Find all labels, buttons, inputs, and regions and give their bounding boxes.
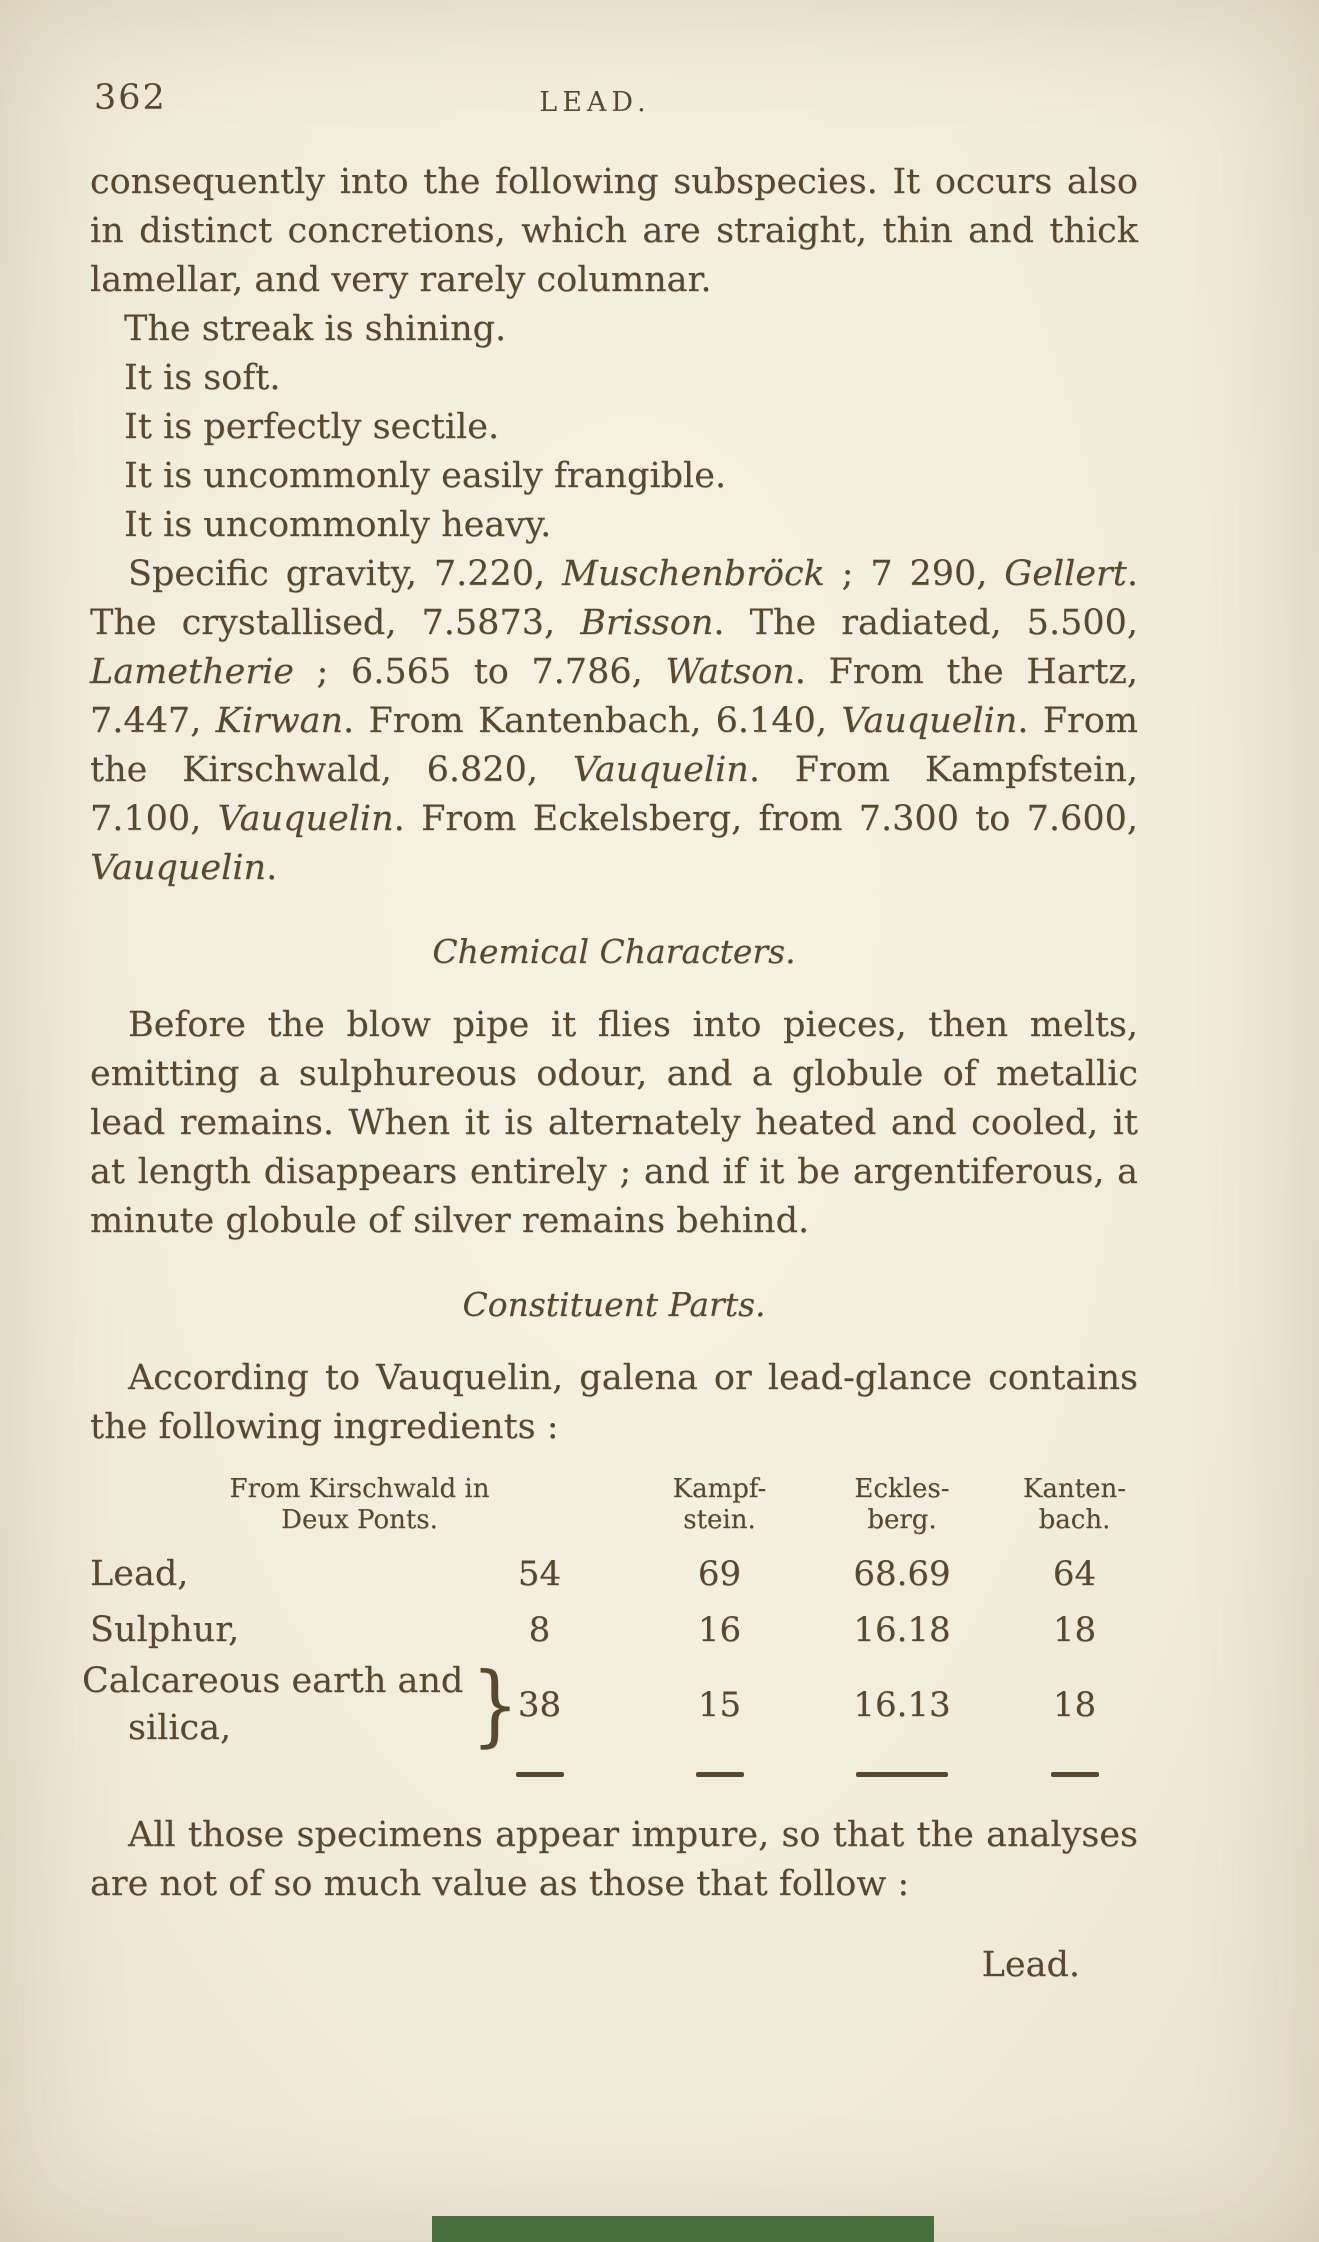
column-header-line: Kampf- xyxy=(672,1474,767,1504)
value-cell: 16.18 xyxy=(853,1610,951,1650)
column-header-kantenbach xyxy=(1002,1474,1147,1546)
value-cell: 18 xyxy=(1052,1685,1097,1725)
paragraph-closing: All those specimens appear impure, so that the analyses are not of so much value as those that follow : xyxy=(90,1815,1138,1904)
value-cell: 38 xyxy=(517,1685,562,1725)
rule-cell xyxy=(442,1752,637,1781)
catchword: Lead. xyxy=(981,1945,1080,1985)
row-label-sulphur: Sulphur, xyxy=(90,1610,240,1650)
column-header-ecklesberg xyxy=(802,1474,1002,1546)
value-cell: 54 xyxy=(517,1554,562,1594)
column-header-line: Kanten- xyxy=(1022,1474,1127,1504)
column-header-line: Eckles- xyxy=(854,1474,950,1504)
row-label-lines xyxy=(82,1658,463,1752)
value-cell: 69 xyxy=(697,1554,742,1594)
value-cell: 16.13 xyxy=(853,1685,951,1725)
value-cell: 18 xyxy=(1052,1610,1097,1650)
column-header-line: bach. xyxy=(1038,1505,1111,1535)
running-title: LEAD. xyxy=(539,87,651,118)
column-header-kirschwald xyxy=(82,1474,637,1546)
analysis-table xyxy=(82,1474,1138,1781)
page-header xyxy=(0,78,1319,130)
row-label-line: Calcareous earth and xyxy=(82,1661,464,1701)
paragraph-vauquelin-intro: According to Vauquelin, galena or lead-glance contains the following ingredients : xyxy=(90,1358,1138,1447)
property-line-streak: The streak is shining. xyxy=(124,309,507,349)
column-rule xyxy=(696,1772,744,1777)
paragraph-specific-gravity: Specific gravity, 7.220, Muschenbröck ; 7 290, Gellert. The crystallised, 7.5873, Brisson. The radiated, 5.500, Lametherie ; 6.565 to 7.786, Watson. From the Hartz, 7.447, Kirwan. From Kantenbach, 6.140, Vauquelin. From the Kirschwald, 6.820, Vauquelin. From Kampfstein, 7.100, Vauquelin. From Eckelsberg, from 7.300 to 7.600, Vauquelin. xyxy=(90,554,1138,888)
property-line-soft: It is soft. xyxy=(124,358,281,398)
value-cell: 64 xyxy=(1052,1554,1097,1594)
rule-cell xyxy=(1002,1752,1147,1781)
value-cell: 15 xyxy=(697,1685,742,1725)
column-header-line: berg. xyxy=(867,1505,937,1535)
spacer-cell xyxy=(82,1752,442,1781)
column-header-line: From Kirschwald in xyxy=(229,1474,490,1504)
value-cell: 8 xyxy=(528,1610,551,1650)
grouping-brace: } xyxy=(471,1653,520,1756)
scan-artifact-bar xyxy=(432,2216,934,2242)
column-rule xyxy=(516,1772,564,1777)
page-number: 362 xyxy=(94,78,167,118)
rule-cell xyxy=(637,1752,802,1781)
row-label-line: silica, xyxy=(128,1708,232,1748)
property-line-frangible: It is uncommonly easily frangible. xyxy=(124,456,727,496)
section-heading-constituent-parts: Constituent Parts. xyxy=(462,1285,766,1324)
rule-cell xyxy=(802,1752,1002,1781)
text-block xyxy=(82,158,1138,1990)
column-header-line: stein. xyxy=(683,1505,756,1535)
row-label-calcareous-earth xyxy=(82,1653,520,1756)
row-label-lead: Lead, xyxy=(90,1554,189,1594)
property-line-sectile: It is perfectly sectile. xyxy=(124,407,500,447)
value-cell: 68.69 xyxy=(853,1554,951,1594)
column-rule xyxy=(1051,1772,1099,1777)
column-rule xyxy=(856,1772,948,1777)
value-cell: 16 xyxy=(697,1610,742,1650)
paragraph-subspecies: consequently into the following subspecies. It occurs also in distinct concretions, which are straight, thin and thick lamellar, and very rarely columnar. xyxy=(90,162,1138,300)
paragraph-blowpipe: Before the blow pipe it flies into pieces, then melts, emitting a sulphureous odour, and a globule of metallic lead remains. When it is alternately heated and cooled, it at length disappears entirely ; and if it be argentiferous, a minute globule of silver remains behind. xyxy=(90,1005,1138,1241)
property-line-heavy: It is uncommonly heavy. xyxy=(124,505,552,545)
section-heading-chemical-characters: Chemical Characters. xyxy=(432,932,796,971)
column-header-line: Deux Ponts. xyxy=(281,1505,438,1535)
column-header-kampfstein xyxy=(637,1474,802,1546)
